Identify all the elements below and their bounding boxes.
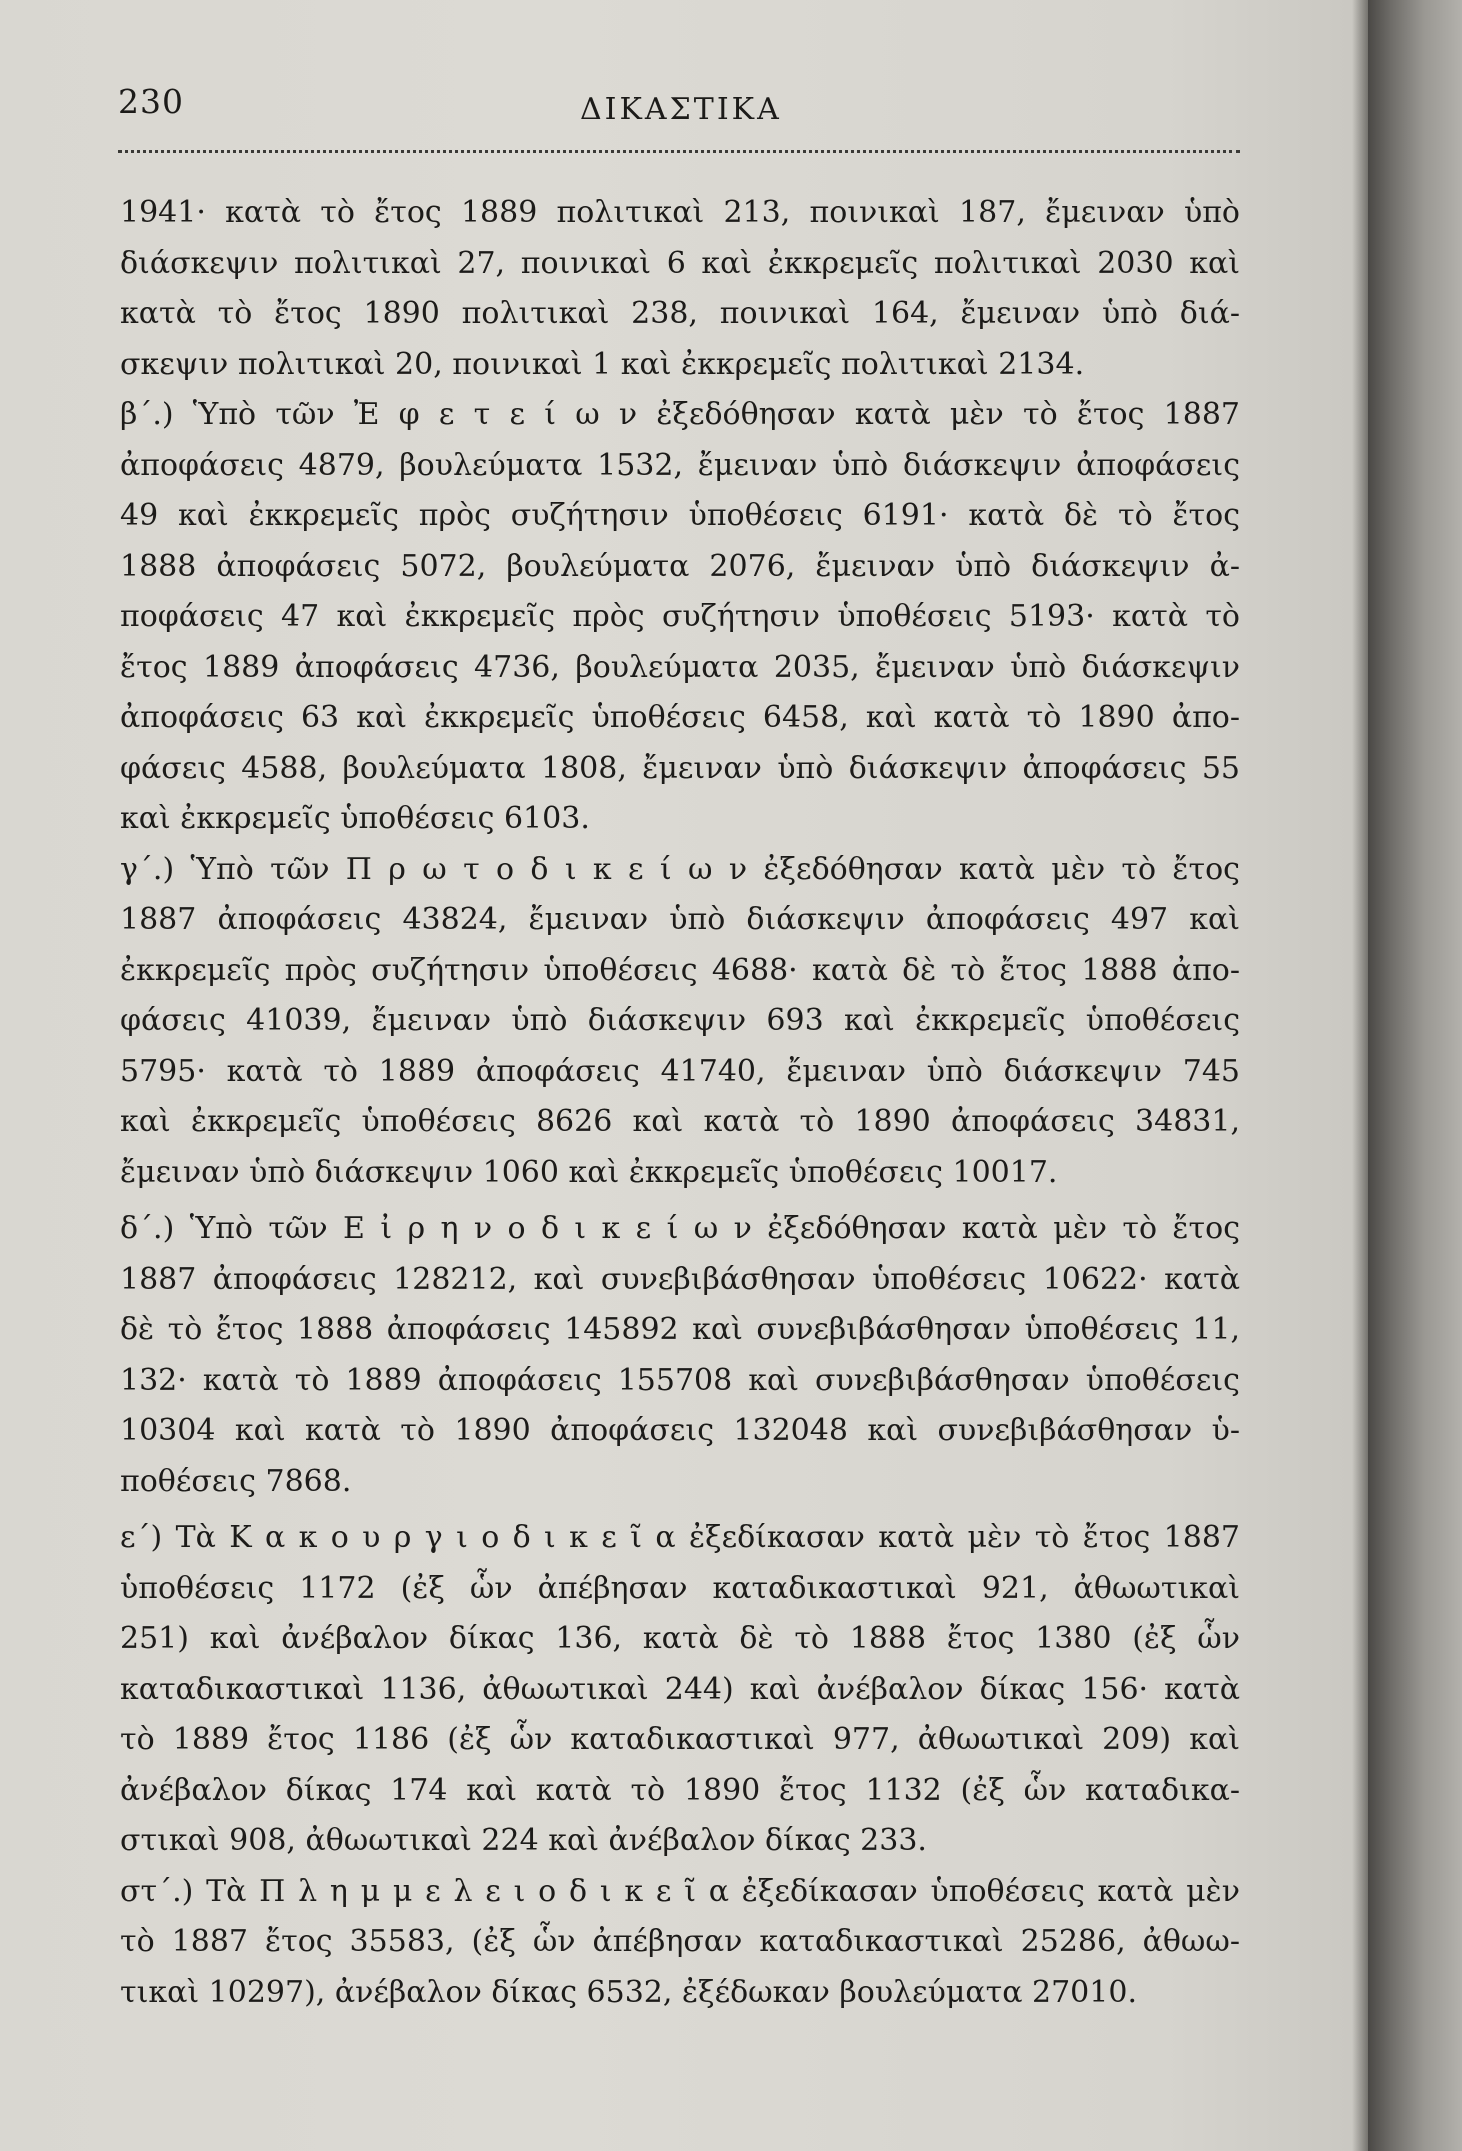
- text-line: 1888 ἀποφάσεις 5072, βουλεύματα 2076, ἔμειναν ὑπὸ διάσκεψιν ἀ-: [120, 548, 1240, 584]
- running-title: ΔΙΚΑΣΤΙΚΑ: [580, 92, 782, 127]
- text-line: κατὰ τὸ ἔτος 1890 πολιτικαὶ 238, ποινικαὶ 164, ἔμειναν ὑπὸ διά-: [120, 296, 1240, 331]
- header-rule: [118, 150, 1240, 153]
- text-line: τὸ 1889 ἔτος 1186 (ἐξ ὧν καταδικαστικαὶ 977, ἀθωωτικαὶ 209) καὶ: [120, 1722, 1240, 1757]
- text-line: φάσεις 4588, βουλεύματα 1808, ἔμειναν ὑπὸ διάσκεψιν ἀποφάσεις 55: [120, 750, 1240, 786]
- text-line: ἐκκρεμεῖς πρὸς συζήτησιν ὑποθέσεις 4688· κατὰ δὲ τὸ ἔτος 1888 ἀπο-: [120, 952, 1240, 988]
- page-number: 230: [118, 82, 184, 121]
- text-line: τικαὶ 10297), ἀνέβαλον δίκας 6532, ἐξέδωκαν βουλεύματα 27010.: [120, 1974, 1137, 2010]
- text-line: 132· κατὰ τὸ 1889 ἀποφάσεις 155708 καὶ συνεβιβάσθησαν ὑποθέσεις: [120, 1362, 1240, 1398]
- text-line: γ΄.) Ὑπὸ τῶν Π ρ ω τ ο δ ι κ ε ί ω ν ἐξεδόθησαν κατὰ μὲν τὸ ἔτος: [120, 851, 1240, 887]
- text-line: διάσκεψιν πολιτικαὶ 27, ποινικαὶ 6 καὶ ἐκκρεμεῖς πολιτικαὶ 2030 καὶ: [120, 245, 1240, 281]
- text-line: ἔτος 1889 ἀποφάσεις 4736, βουλεύματα 2035, ἔμειναν ὑπὸ διάσκεψιν: [120, 649, 1240, 685]
- text-line: ἔμειναν ὑπὸ διάσκεψιν 1060 καὶ ἐκκρεμεῖς ὑποθέσεις 10017.: [120, 1154, 1058, 1190]
- book-spine: [1368, 0, 1462, 2151]
- text-line: ἀποφάσεις 4879, βουλεύματα 1532, ἔμειναν ὑπὸ διάσκεψιν ἀποφάσεις: [120, 447, 1240, 483]
- text-line: φάσεις 41039, ἔμειναν ὑπὸ διάσκεψιν 693 καὶ ἐκκρεμεῖς ὑποθέσεις: [120, 1003, 1240, 1038]
- text-line: δ΄.) Ὑπὸ τῶν Ε ἰ ρ η ν ο δ ι κ ε ί ω ν ἐξεδόθησαν κατὰ μὲν τὸ ἔτος: [120, 1211, 1240, 1246]
- text-line: δὲ τὸ ἔτος 1888 ἀποφάσεις 145892 καὶ συνεβιβάσθησαν ὑποθέσεις 11,: [120, 1312, 1240, 1347]
- page-header: [118, 82, 1238, 140]
- text-line: ὑποθέσεις 1172 (ἐξ ὧν ἀπέβησαν καταδικαστικαὶ 921, ἀθωωτικαὶ: [120, 1570, 1240, 1606]
- text-line: 1941· κατὰ τὸ ἔτος 1889 πολιτικαὶ 213, ποινικαὶ 187, ἔμειναν ὑπὸ: [120, 195, 1240, 230]
- text-line: ποφάσεις 47 καὶ ἐκκρεμεῖς πρὸς συζήτησιν ὑποθέσεις 5193· κατὰ τὸ: [120, 599, 1240, 634]
- text-line: 10304 καὶ κατὰ τὸ 1890 ἀποφάσεις 132048 καὶ συνεβιβάσθησαν ὑ-: [120, 1413, 1240, 1448]
- text-line: 1887 ἀποφάσεις 43824, ἔμειναν ὑπὸ διάσκεψιν ἀποφάσεις 497 καὶ: [120, 902, 1240, 937]
- text-line: ποθέσεις 7868.: [120, 1463, 352, 1499]
- text-line: 1887 ἀποφάσεις 128212, καὶ συνεβιβάσθησαν ὑποθέσεις 10622· κατὰ: [120, 1261, 1240, 1297]
- text-line: ἀποφάσεις 63 καὶ ἐκκρεμεῖς ὑποθέσεις 6458, καὶ κατὰ τὸ 1890 ἀπο-: [120, 700, 1240, 735]
- text-line: τὸ 1887 ἔτος 35583, (ἐξ ὧν ἀπέβησαν καταδικαστικαὶ 25286, ἀθωω-: [120, 1924, 1240, 1959]
- text-line: 251) καὶ ἀνέβαλον δίκας 136, κατὰ δὲ τὸ 1888 ἔτος 1380 (ἐξ ὧν: [120, 1621, 1240, 1656]
- text-line: ἀνέβαλον δίκας 174 καὶ κατὰ τὸ 1890 ἔτος 1132 (ἐξ ὧν καταδικα-: [120, 1772, 1240, 1808]
- text-line: καὶ ἐκκρεμεῖς ὑποθέσεις 8626 καὶ κατὰ τὸ 1890 ἀποφάσεις 34831,: [120, 1104, 1240, 1139]
- text-line: καταδικαστικαὶ 1136, ἀθωωτικαὶ 244) καὶ ἀνέβαλον δίκας 156· κατὰ: [120, 1671, 1240, 1707]
- text-line: σκεψιν πολιτικαὶ 20, ποινικαὶ 1 καὶ ἐκκρεμεῖς πολιτικαὶ 2134.: [120, 346, 1085, 382]
- body-text: [120, 188, 1240, 2018]
- text-line: στικαὶ 908, ἀθωωτικαὶ 224 καὶ ἀνέβαλον δίκας 233.: [120, 1823, 927, 1858]
- text-line: στ΄.) Τὰ Π λ η μ μ ε λ ε ι ο δ ι κ ε ῖ α ἐξεδίκασαν ὑποθέσεις κατὰ μὲν: [120, 1873, 1240, 1909]
- text-line: 5795· κατὰ τὸ 1889 ἀποφάσεις 41740, ἔμειναν ὑπὸ διάσκεψιν 745: [120, 1053, 1240, 1089]
- text-line: 49 καὶ ἐκκρεμεῖς πρὸς συζήτησιν ὑποθέσεις 6191· κατὰ δὲ τὸ ἔτος: [120, 498, 1240, 533]
- text-line: ε΄) Τὰ Κ α κ ο υ ρ γ ι ο δ ι κ ε ῖ α ἐξεδίκασαν κατὰ μὲν τὸ ἔτος 1887: [120, 1520, 1240, 1555]
- text-line: καὶ ἐκκρεμεῖς ὑποθέσεις 6103.: [120, 801, 590, 836]
- text-line: β΄.) Ὑπὸ τῶν Ἐ φ ε τ ε ί ω ν ἐξεδόθησαν κατὰ μὲν τὸ ἔτος 1887: [120, 397, 1240, 432]
